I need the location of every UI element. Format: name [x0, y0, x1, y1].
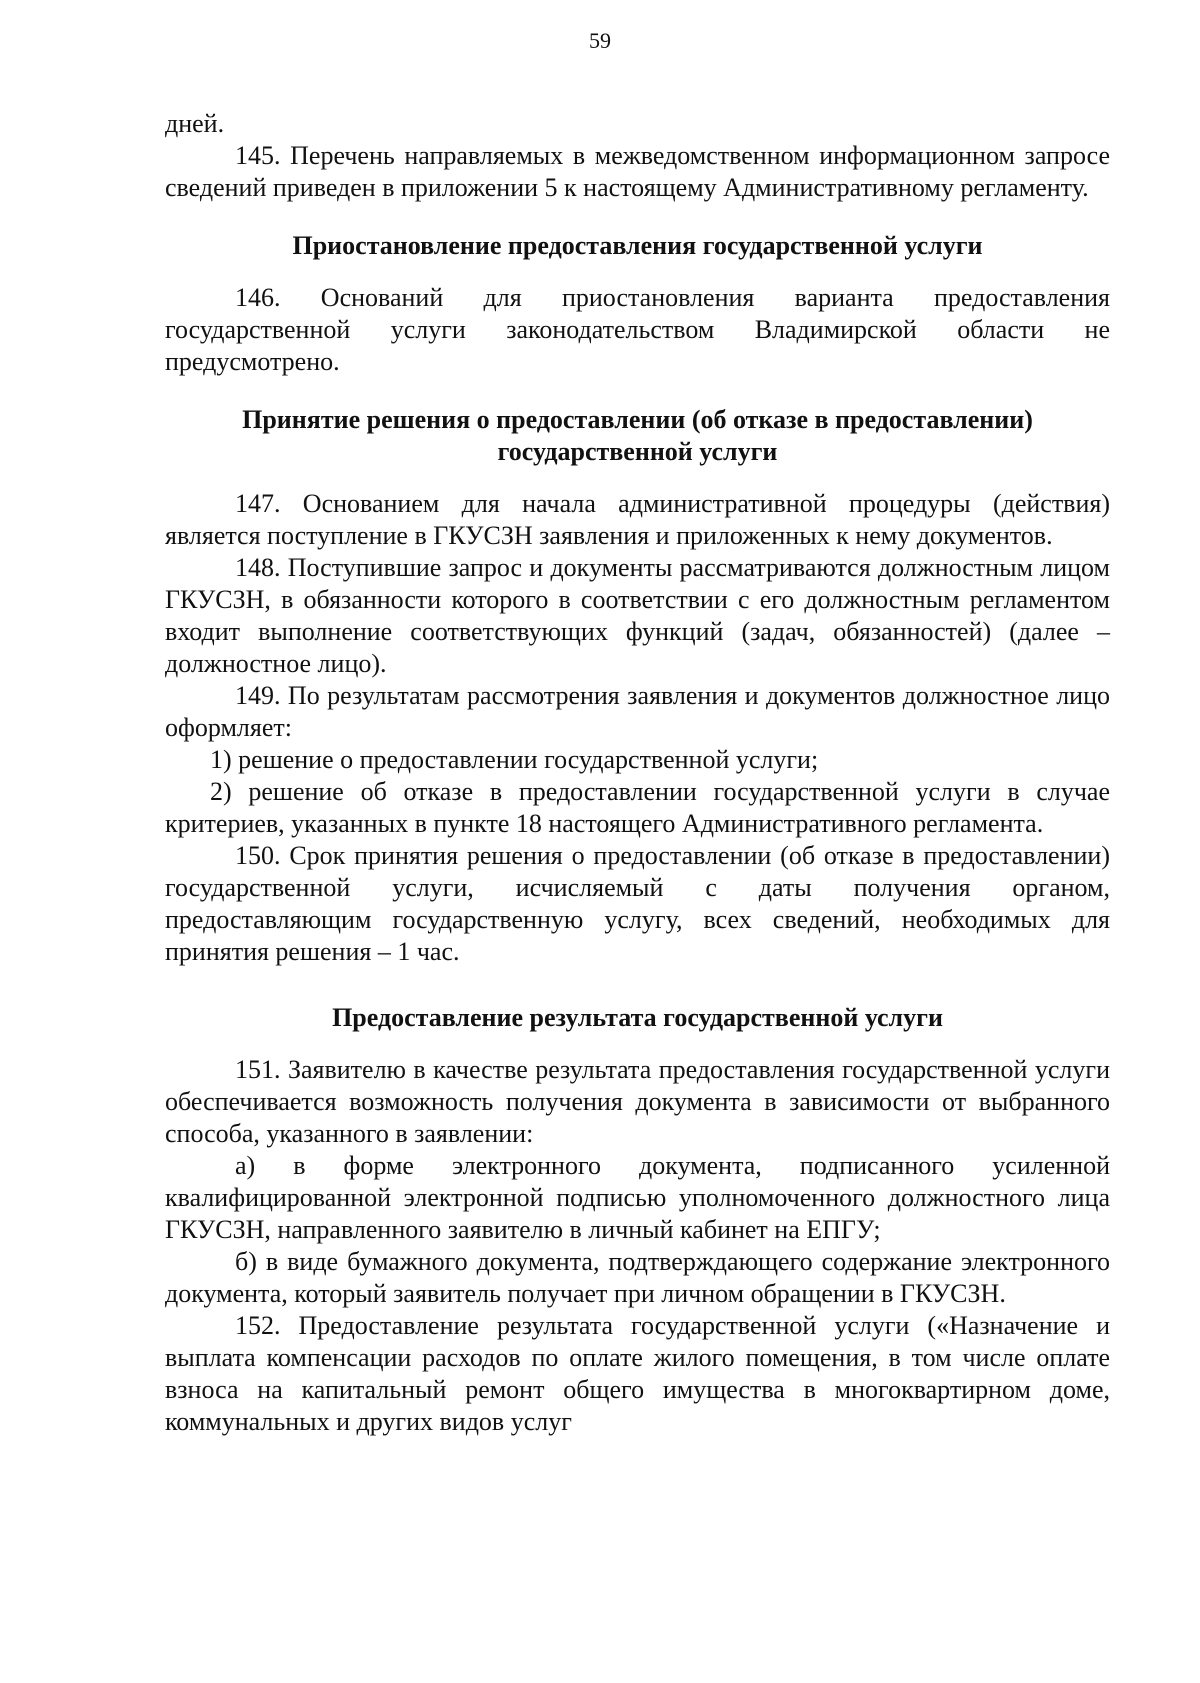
- heading-suspension: Приостановление предоставления государственной услуги: [292, 231, 983, 260]
- heading-decision: Принятие решения о предоставлении (об отказе в предоставлении) государственной услуги: [242, 405, 1033, 466]
- paragraph-147: 147. Основанием для начала административной процедуры (действия) является поступление в ГКУСЗН заявления и приложенных к нему документов.: [165, 489, 1110, 550]
- page-number: 59: [589, 28, 611, 53]
- paragraph-152: 152. Предоставление результата государственной услуги («Назначение и выплата компенсации расходов по оплате жилого помещения, в том числе оплате взноса на капитальный ремонт общего имущества в многоквартирном доме, коммунальных и других видов услуг: [165, 1311, 1110, 1436]
- paragraph-145: 145. Перечень направляемых в межведомственном информационном запросе сведений приведен в приложении 5 к настоящему Административному регламенту.: [165, 141, 1110, 202]
- paragraph-days: дней.: [165, 109, 225, 138]
- paragraph-151-item-b: б) в виде бумажного документа, подтверждающего содержание электронного документа, который заявитель получает при личном обращении в ГКУСЗН.: [165, 1247, 1110, 1308]
- paragraph-150: 150. Срок принятия решения о предоставлении (об отказе в предоставлении) государственной услуги, исчисляемый с даты получения органом, предоставляющим государственную услугу, всех сведений, необходимых для принятия решения – 1 час.: [165, 841, 1110, 966]
- paragraph-151: 151. Заявителю в качестве результата предоставления государственной услуги обеспечивается возможность получения документа в зависимости от выбранного способа, указанного в заявлении:: [165, 1055, 1110, 1148]
- paragraph-151-item-a: а) в форме электронного документа, подписанного усиленной квалифицированной электронной подписью уполномоченного должностного лица ГКУСЗН, направленного заявителю в личный кабинет на ЕПГУ;: [165, 1151, 1110, 1244]
- heading-result: Предоставление результата государственной услуги: [332, 1003, 943, 1032]
- paragraph-149-item-2: 2) решение об отказе в предоставлении государственной услуги в случае критериев, указанных в пункте 18 настоящего Административного регламента.: [165, 777, 1110, 838]
- paragraph-149-item-1: 1) решение о предоставлении государственной услуги;: [210, 745, 819, 774]
- paragraph-146: 146. Оснований для приостановления варианта предоставления государственной услуги законодательством Владимирской области не предусмотрено.: [165, 283, 1110, 376]
- document-body: [165, 108, 1110, 1438]
- paragraph-148: 148. Поступившие запрос и документы рассматриваются должностным лицом ГКУСЗН, в обязанности которого в соответствии с его должностным регламентом входит выполнение соответствующих функций (задач, обязанностей) (далее – должностное лицо).: [165, 553, 1110, 678]
- paragraph-149: 149. По результатам рассмотрения заявления и документов должностное лицо оформляет:: [165, 681, 1110, 742]
